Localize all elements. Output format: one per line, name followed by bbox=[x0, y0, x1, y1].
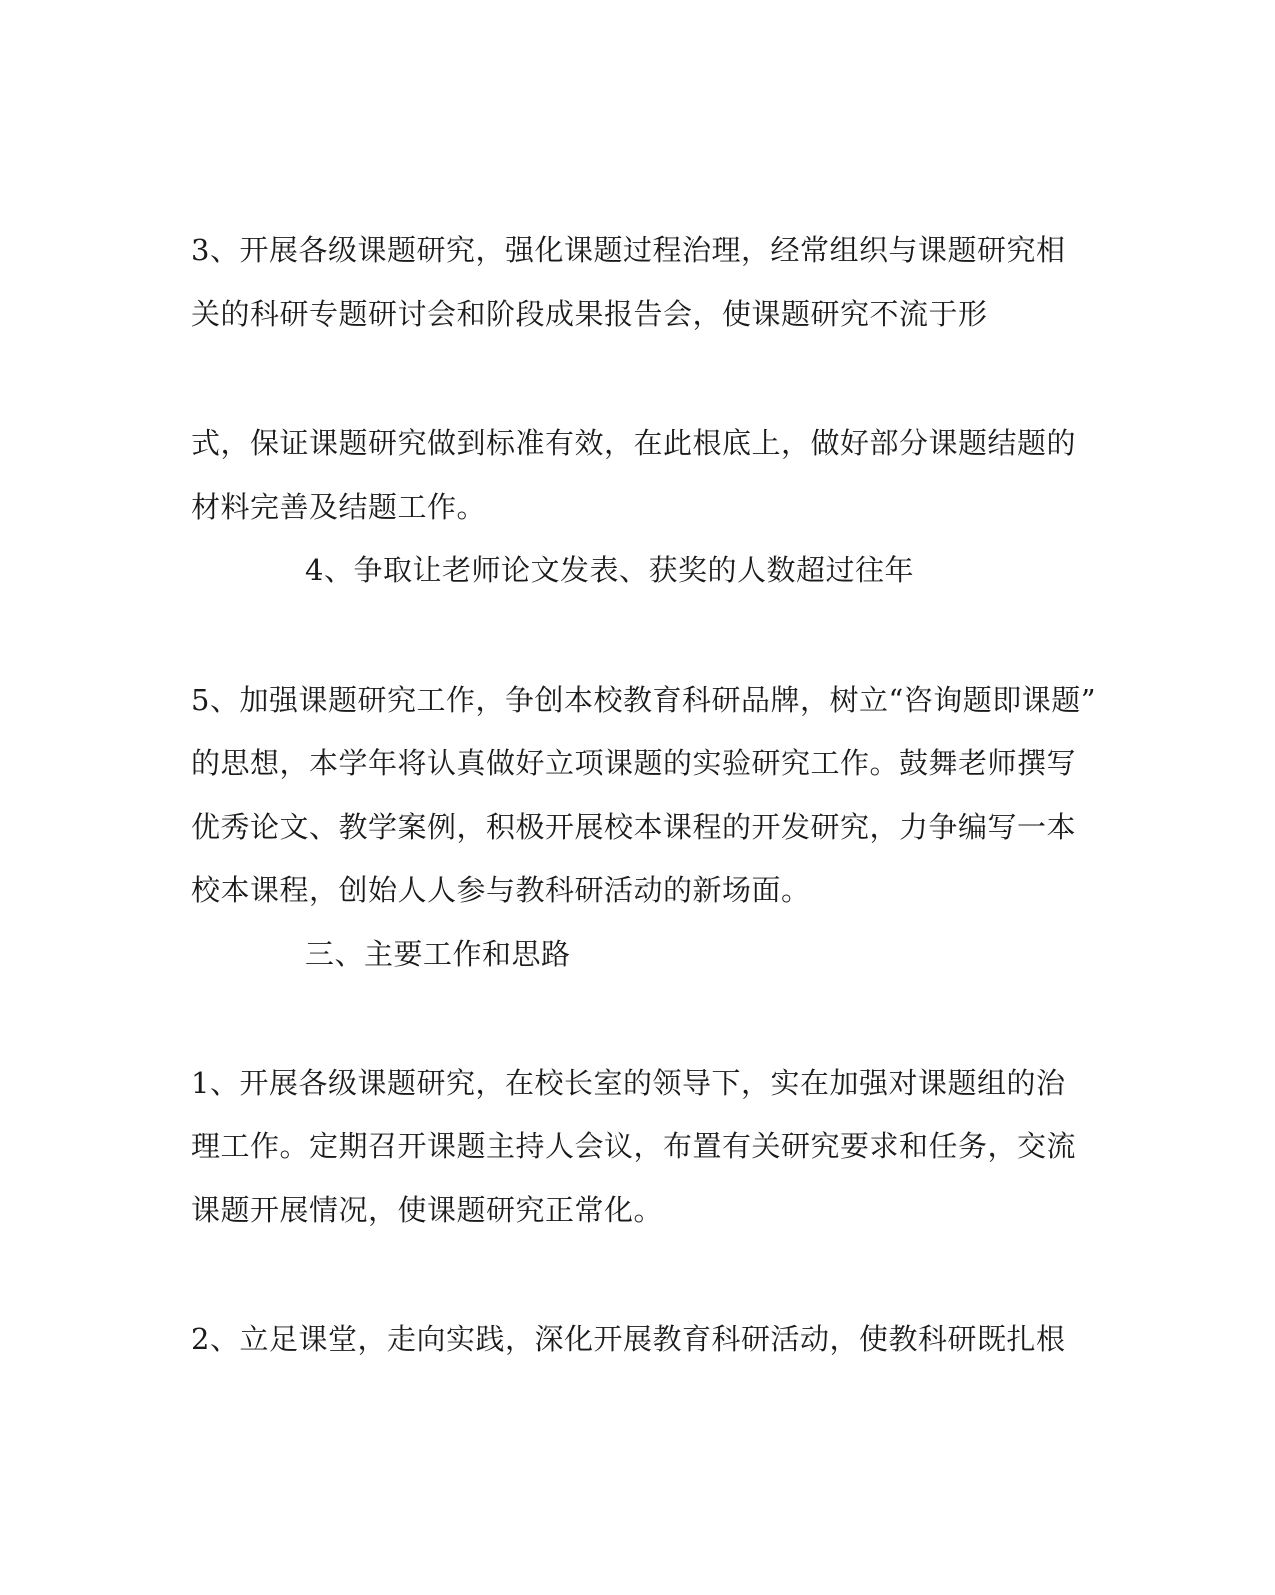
text-line: 课题开展情况，使课题研究正常化。 bbox=[191, 1193, 664, 1227]
text-line: 3、开展各级课题研究，强化课题过程治理，经常组织与课题研究相 bbox=[191, 233, 1066, 267]
text-line: 的思想，本学年将认真做好立项课题的实验研究工作。鼓舞老师撰写 bbox=[191, 746, 1077, 780]
section-heading: 4、争取让老师论文发表、获奖的人数超过往年 bbox=[305, 553, 914, 587]
text-line: 材料完善及结题工作。 bbox=[191, 490, 487, 524]
text-line: 式，保证课题研究做到标准有效，在此根底上，做好部分课题结题的 bbox=[191, 426, 1077, 460]
text-line: 优秀论文、教学案例，积极开展校本课程的开发研究，力争编写一本 bbox=[191, 810, 1077, 844]
section-heading: 三、主要工作和思路 bbox=[305, 937, 571, 971]
text-line: 1、开展各级课题研究，在校长室的领导下，实在加强对课题组的治 bbox=[191, 1066, 1066, 1100]
text-line: 2、立足课堂，走向实践，深化开展教育科研活动，使教科研既扎根 bbox=[191, 1322, 1066, 1356]
text-line: 校本课程，创始人人参与教科研活动的新场面。 bbox=[191, 873, 811, 907]
text-line: 关的科研专题研讨会和阶段成果报告会，使课题研究不流于形 bbox=[191, 297, 988, 331]
text-line: 理工作。定期召开课题主持人会议，布置有关研究要求和任务，交流 bbox=[191, 1129, 1077, 1163]
text-line: 5、加强课题研究工作，争创本校教育科研品牌，树立“咨询题即课题” bbox=[191, 683, 1097, 717]
